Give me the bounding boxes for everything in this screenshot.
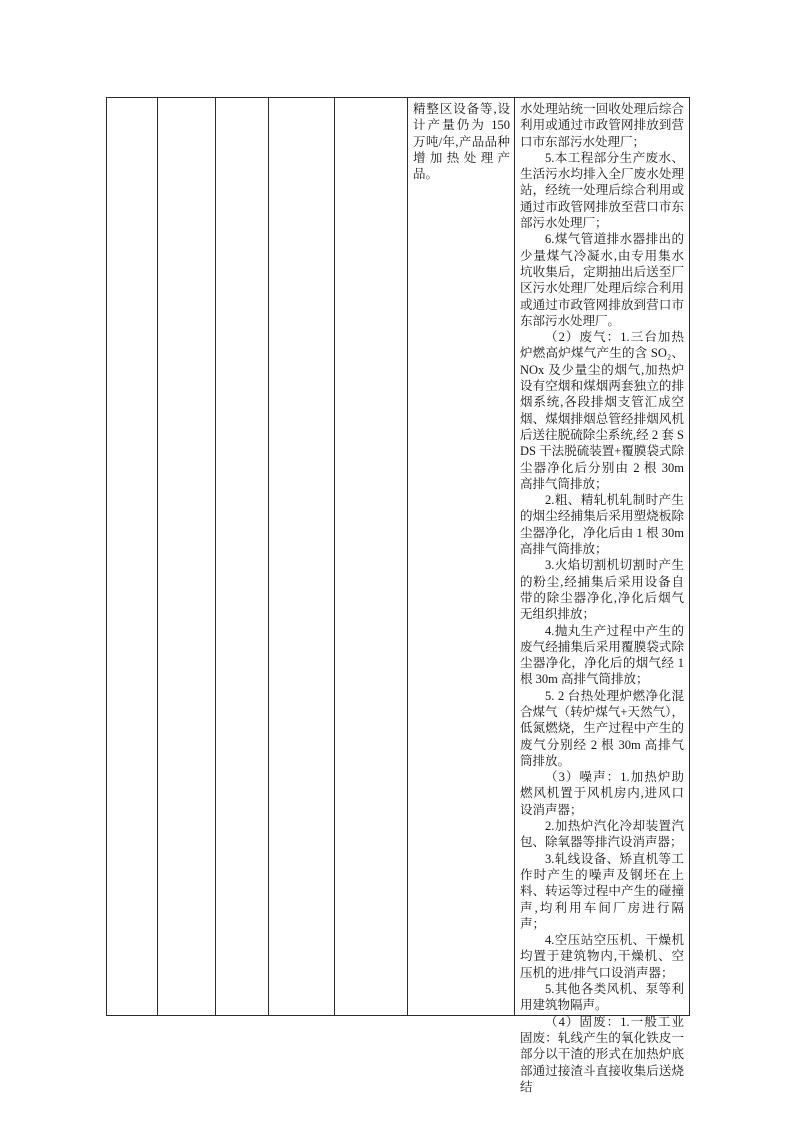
env-measure-paragraph: 5. 2 台热处理炉燃净化混合煤气（转炉煤气+天然气），低氮燃烧，生产过程中产生的废气分别经 2 根 30m 高排气筒排放。: [520, 688, 684, 768]
env-measure-paragraph: （4）固废：1.一般工业固废：轧线产生的氧化铁皮一部分以干渣的形式在加热炉底部通过接渣斗直接收集后送烧结: [520, 1014, 684, 1094]
env-measure-paragraph: （3）噪声：1.加热炉助燃风机置于风机房内,进风口设消声器；: [520, 770, 684, 817]
table-cell-empty-3: [216, 98, 269, 1015]
design-change-text: 精整区设备等,设计产量仍为 150 万吨/年,产品品种增加热处理产品。: [413, 102, 510, 182]
env-measure-paragraph: 3.火焰切割机切割时产生的粉尘,经捕集后采用设备自带的除尘器净化,净化后烟气无组织排放；: [520, 558, 684, 622]
env-measure-paragraph: 2.粗、精轧机轧制时产生的烟尘经捕集后采用塑烧板除尘器净化，净化后由 1 根 30m 高排气筒排放；: [520, 493, 684, 557]
env-measure-paragraph: 6.煤气管道排水器排出的少量煤气冷凝水,由专用集水坑收集后，定期抽出后送至厂区污水处理厂处理后综合利用或通过市政管网排放到营口市东部污水处理厂。: [520, 232, 684, 328]
env-measure-paragraph: 5.本工程部分生产废水、生活污水均排入全厂废水处理站，经统一处理后综合利用或通过市政管网排放至营口市东部污水处理厂；: [520, 150, 684, 231]
env-measure-paragraph: 4.空压站空压机、干燥机均置于建筑物内,干燥机、空压机的进/排气口设消声器；: [520, 933, 684, 980]
env-measure-paragraph: 5.其他各类风机、泵等利用建筑物隔声。: [520, 982, 684, 1013]
table-cell-empty-5: [335, 98, 408, 1015]
env-measure-paragraph: 3.轧线设备、矫直机等工作时产生的噪声及钢坯在上料、转运等过程中产生的碰撞声,均利用车间厂房进行隔声；: [520, 851, 684, 931]
table-cell-empty-1: [107, 98, 158, 1015]
env-measure-paragraph: 水处理站统一回收处理后综合利用或通过市政管网排放到营口市东部污水处理厂；: [520, 102, 684, 149]
env-measure-paragraph: （2）废气：1.三台加热炉燃高炉煤气产生的含 SO₂、NOx 及少量尘的烟气,加热炉设有空烟和煤烟两套独立的排烟系统,各段排烟支管汇成空烟、煤烟排烟总管经排烟风机后送往脱硫除尘系统,经 2 套 SDS 干法脱硫装置+覆膜袋式除尘器净化后分别由 2 根 30m 高排气筒排放；: [520, 330, 684, 491]
content-table: [106, 97, 690, 1094]
table-cell-empty-4: [269, 98, 335, 1015]
table-cell-design-change: [408, 98, 515, 1015]
table-cell-empty-2: [158, 98, 216, 1015]
env-measure-paragraph: 4.抛丸生产过程中产生的废气经捕集后采用覆膜袋式除尘器净化，净化后的烟气经 1 根 30m 高排气筒排放；: [520, 623, 684, 687]
table-cell-env-measures: [515, 98, 689, 1094]
env-measure-paragraph: 2.加热炉汽化冷却装置汽包、除氧器等排汽设消声器；: [520, 819, 684, 850]
